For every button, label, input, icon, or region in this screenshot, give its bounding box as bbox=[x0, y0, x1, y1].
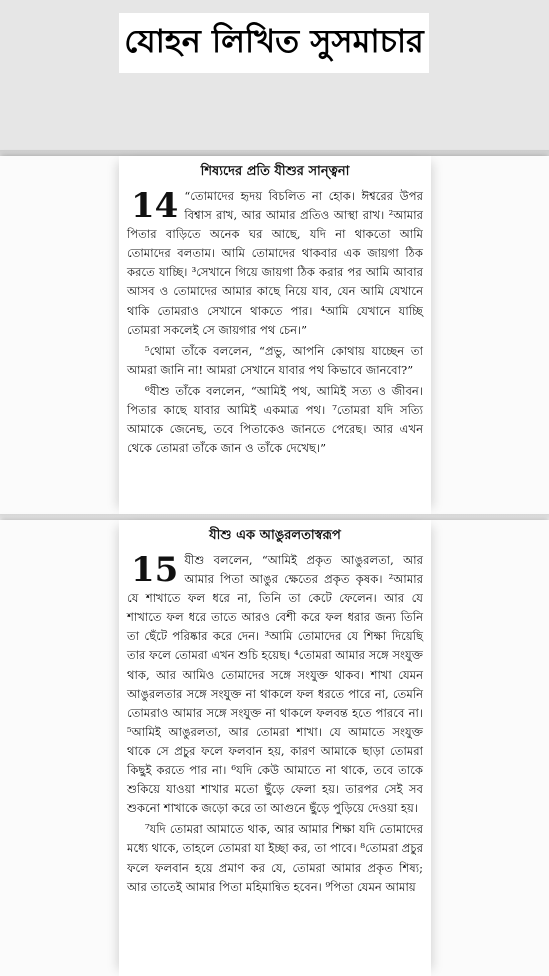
paragraph: ⁷যদি তোমরা আমাতে থাক, আর আমার শিক্ষা যদি তোমাদের মধ্যে থাকে, তাহলে তোমরা যা ইচ্ছা কর, তা পাবে। ⁸তোমরা প্রচুর ফলে ফলবান হয়ে প্রমাণ কর যে, তোমরা আমার প্রকৃত শিষ্য; আর তাতেই আমার পিতা মহিমান্বিত হবেন। ⁹পিতা যেমন আমায় bbox=[127, 822, 423, 894]
chapter-number: 15 bbox=[131, 550, 179, 590]
page-snippet-chapter-14 bbox=[0, 156, 549, 514]
section-heading: যীশু এক আঙুরলতাস্বরূপ bbox=[209, 528, 341, 543]
section-heading: শিষ্যদের প্রতি যীশুর সান্ত্বনা bbox=[200, 164, 350, 179]
page-column bbox=[119, 520, 431, 976]
paragraph: ⁵থোমা তাঁকে বললেন, “প্রভু, আপনি কোথায় যাচ্ছেন তা আমরা জানি না! আমরা সেখানে যাবার পথ কিভাবে জানবো?” bbox=[127, 343, 423, 377]
paragraph bbox=[127, 187, 423, 340]
book-title-box bbox=[119, 13, 429, 73]
paragraph: ⁶যীশু তাঁকে বললেন, “আমিই পথ, আমিই সত্য ও জীবন। পিতার কাছে যাবার আমিই একমাত্র পথ। ⁷তোমরা যদি সত্যি আমাকে জেনেছ, তবে পিতাকেও জানতে পেরেছ। আর এখন থেকে তোমরা তাঁকে জান ও তাঁকে দেখেছ।” bbox=[127, 383, 423, 456]
paragraph bbox=[127, 551, 423, 818]
paragraph-text: “তোমাদের হৃদয় বিচলিত না হোক। ঈশ্বরের উপর বিশ্বাস রাখ, আর আমার প্রতিও আস্থা রাখ। ²আমার পিতার বাড়িতে অনেক ঘর আছে, যদি না থাকতো আমি তোমাদের বলতাম। আমি তোমাদের থাকবার এক জায়গা ঠিক করতে যাচ্ছি। ³সেখানে গিয়ে জায়গা ঠিক করার পর আমি আবার আসব ও তোমাদের আমার কাছে নিয়ে যাব, যেন আমি যেখানে থাকি তোমরাও সেখানে থাকতে পার। ⁴আমি যেখানে যাচ্ছি তোমরা সকলেই সে জায়গার পথ চেন।” bbox=[127, 189, 423, 337]
book-title: যোহন লিখিত সুসমাচার bbox=[124, 22, 424, 60]
chapter-number: 14 bbox=[131, 186, 179, 226]
page-column bbox=[119, 156, 431, 514]
paragraph-text: যীশু বললেন, “আমিই প্রকৃত আঙুরলতা, আর আমার পিতা আঙুর ক্ষেতের প্রকৃত কৃষক। ²আমার যে শাখাতে ফল ধরে না, তিনি তা কেটে ফেলেন। আর যে শাখাতে ফল ধরে তাতে আরও বেশী করে ফল ধরার জন্য তিনি তা ছেঁটে পরিষ্কার করে দেন। ³আমি তোমাদের যে শিক্ষা দিয়েছি তার ফলে তোমরা এখন শুচি হয়েছ। ⁴তোমরা আমার সঙ্গে সংযুক্ত থাক, আর আমিও তোমাদের সঙ্গে সংযুক্ত থাকব। শাখা যেমন আঙুরলতার সঙ্গে সংযুক্ত না থাকলে ফল ধরতে পারে না, তেমনি তোমরাও আমার সঙ্গে সংযুক্ত না থাকলে ফলবন্ত হতে পারবে না। ⁵আমিই আঙুরলতা, আর তোমরা শাখা। যে আমাতে সংযুক্ত থাকে সে প্রচুর ফলে ফলবান হয়, কারণ আমাকে ছাড়া তোমরা কিছুই করতে পার না। ⁶যদি কেউ আমাতে না থাকে, তবে তাকে শুকিয়ে যাওয়া শাখার মতো ছুঁড়ে ফেলা হয়। তারপর সেই সব শুকনো শাখাকে জড়ো করে তা আগুনে ছুঁড়ে পুড়িয়ে দেওয়া হয়। bbox=[127, 553, 423, 816]
page-snippet-chapter-15 bbox=[0, 520, 549, 976]
